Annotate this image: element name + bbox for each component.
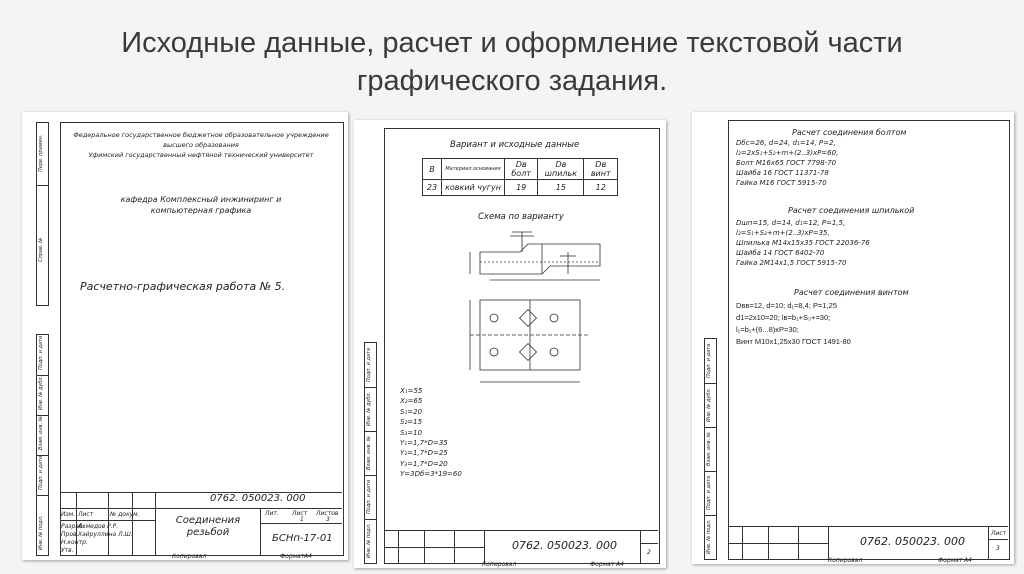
- kopiroval-label: Копировал: [482, 561, 517, 568]
- row-doc: № докум.: [110, 511, 140, 518]
- side-label-1: Перв. примен.: [38, 134, 44, 172]
- side-label-6: Подп. и дата: [38, 455, 44, 490]
- bolt-calc: [736, 138, 838, 188]
- sheet-number: 3: [996, 545, 1000, 552]
- side-label-1: Подп. и дата: [366, 347, 372, 382]
- title-block: [728, 526, 1008, 559]
- param-line: Y₃=1,7*D=20: [400, 459, 448, 468]
- sheets-total: 3: [326, 516, 330, 523]
- scheme-title: Схема по варианту: [478, 212, 564, 222]
- slide-title: [0, 24, 1024, 100]
- doc-code: 0762. 050023. 000: [210, 493, 306, 504]
- calc-line: Шайба 16 ГОСТ 11371-78: [736, 169, 829, 177]
- doc-code: 0762. 050023. 000: [512, 539, 617, 552]
- row-develop: Разраб.: [61, 523, 85, 530]
- calc-line: Шпилька М14х15х35 ГОСТ 22036-76: [736, 239, 870, 247]
- table-header-cell: В: [423, 159, 442, 180]
- row-list: Лист: [78, 511, 94, 518]
- kopiroval-label: Копировал: [828, 557, 863, 564]
- org-line-2: высшего образования: [163, 141, 239, 149]
- variant-heading: Вариант и исходные данные: [450, 140, 580, 150]
- format-value: А4: [964, 557, 972, 564]
- row-izm: Изм.: [61, 511, 76, 518]
- sheet-frame: [60, 122, 344, 556]
- org-line-3: Уфимский государственный нефтяной технический университет: [88, 151, 314, 159]
- side-label-2: Инв. № дубл.: [366, 391, 372, 426]
- table-header-cell: Dв шпильк: [538, 159, 584, 180]
- side-label-3: Взам. инв. №: [366, 436, 372, 470]
- param-line: X₂=65: [400, 397, 423, 406]
- side-label-4: Подп. и дата: [366, 479, 372, 514]
- side-label-3: Подп. и дата: [38, 335, 44, 370]
- side-label-2: Справ. №: [38, 237, 44, 262]
- table-header-cell: Материал основания: [442, 159, 505, 180]
- stud-heading: Расчет соединения шпилькой: [788, 206, 915, 215]
- sheet-label: Лист: [292, 510, 308, 517]
- table-cell: 19: [505, 180, 538, 196]
- screw-heading: Расчет соединения винтом: [794, 288, 909, 297]
- calc-line: Dбс=26, d=24, d₁=14, P=2,: [736, 139, 836, 147]
- side-label-4: Подп. и дата: [706, 475, 712, 510]
- side-label-7: Инв. № подл.: [38, 515, 44, 550]
- params-list: [400, 386, 462, 480]
- calc-line: l₂=2xS₁+S₂+m+(2..3)xP=60,: [736, 149, 839, 157]
- side-label-2: Инв. № дубл.: [706, 387, 712, 422]
- table-row: [423, 180, 618, 196]
- table-header-row: [423, 159, 618, 180]
- format-value: А4: [616, 561, 624, 568]
- param-line: Y₁=1,7*D=35: [400, 439, 448, 448]
- row-approve: Утв.: [61, 547, 74, 554]
- table-cell: ковкий чугун: [442, 180, 505, 196]
- title-block: [384, 530, 658, 563]
- calc-line: Dвв=12, d=10; d₁=8,4; P=1,25: [736, 301, 837, 310]
- calc-line: Шайба 14 ГОСТ 6402-70: [736, 249, 825, 257]
- subject-line-2: резьбой: [186, 527, 230, 538]
- side-label-5: Инв. № подл.: [366, 523, 372, 558]
- sheet-label: Лист: [991, 530, 1007, 537]
- param-line: Y₂=1,7*D=25: [400, 449, 448, 458]
- title-line-1: Исходные данные, расчет и оформление текстовой части: [121, 27, 903, 59]
- sheet-calculations: [692, 112, 1014, 564]
- side-label-3: Взам. инв. №: [706, 432, 712, 466]
- title-block: [60, 492, 342, 555]
- org-line-1: Федеральное государственное бюджетное образовательное учреждение: [73, 131, 329, 139]
- calc-line: Гайка 2М14х1,5 ГОСТ 5915-70: [736, 259, 847, 267]
- param-line: S₁=20: [400, 407, 423, 416]
- group-code: БСНп-17-01: [272, 533, 333, 544]
- calc-line: l₁=b₁+(6...8)xP=30;: [736, 325, 799, 334]
- calc-line: Гайка М16 ГОСТ 5915-70: [736, 179, 827, 187]
- calc-line: Винт М10х1,25х30 ГОСТ 1491-80: [736, 337, 851, 346]
- calc-line: Dшп=15, d=14, d₁=12, P=1,5,: [736, 219, 846, 227]
- calc-line: d1=2x10=20; lв=b₁+S₃+=30;: [736, 313, 831, 322]
- format-label: Формат: [280, 553, 305, 560]
- row-norm: Н.контр.: [61, 539, 88, 546]
- stud-calc: [736, 218, 870, 268]
- subject-line-1: Соединения: [175, 515, 241, 526]
- scheme-drawing: [450, 222, 610, 394]
- dept-line-2: компьютерная графика: [150, 206, 252, 215]
- sheet-number: 1: [300, 516, 304, 523]
- calc-line: l₂=S₁+S₂+m+(2..3)xP=35,: [736, 229, 830, 237]
- department-text: [62, 194, 340, 216]
- lit-label: Лит.: [265, 510, 279, 517]
- doc-code: 0762. 050023. 000: [860, 535, 965, 548]
- row-check: Пров.: [61, 531, 79, 538]
- bolt-heading: Расчет соединения болтом: [792, 128, 907, 137]
- side-label-5: Инв. № подл.: [706, 519, 712, 554]
- format-label: Формат: [938, 557, 963, 564]
- kopiroval-label: Копировал: [172, 553, 207, 560]
- param-line: S₂=15: [400, 418, 423, 427]
- screw-calc: [736, 300, 851, 348]
- format-value: А4: [304, 553, 312, 560]
- table-header-cell: Dв винт: [584, 159, 618, 180]
- table-cell: 23: [423, 180, 442, 196]
- param-line: X₁=55: [400, 387, 423, 395]
- dept-line-1: кафедра Комплексный инжиниринг и: [120, 195, 282, 204]
- table-cell: 15: [538, 180, 584, 196]
- side-label-5: Взам. инв. №: [38, 416, 44, 450]
- developer-name: Ахмедов Р.Р.: [78, 523, 119, 530]
- side-label-4: Инв. № дубл.: [38, 375, 44, 410]
- side-label-1: Подп. и дата: [706, 343, 712, 378]
- checker-name: Хайруллина Л.Ш.: [78, 531, 133, 538]
- subject-text: [158, 515, 258, 539]
- organization-text: [62, 130, 340, 160]
- sheet-variant: [354, 120, 666, 568]
- param-line: S₃=10: [400, 428, 423, 437]
- calc-line: Болт М16х65 ГОСТ 7798-70: [736, 159, 837, 167]
- sheet-title-page: [22, 112, 348, 560]
- variant-table: [422, 158, 618, 196]
- format-label: Формат: [590, 561, 615, 568]
- table-header-cell: Dв болт: [505, 159, 538, 180]
- sheets-label: Листов: [316, 510, 339, 517]
- title-line-2: графического задания.: [356, 65, 668, 97]
- sheet-number: 2: [647, 549, 651, 556]
- param-line: Y=3Dб=3*19=60: [400, 470, 462, 479]
- table-cell: 12: [584, 180, 618, 196]
- work-title: Расчетно-графическая работа № 5.: [80, 280, 286, 293]
